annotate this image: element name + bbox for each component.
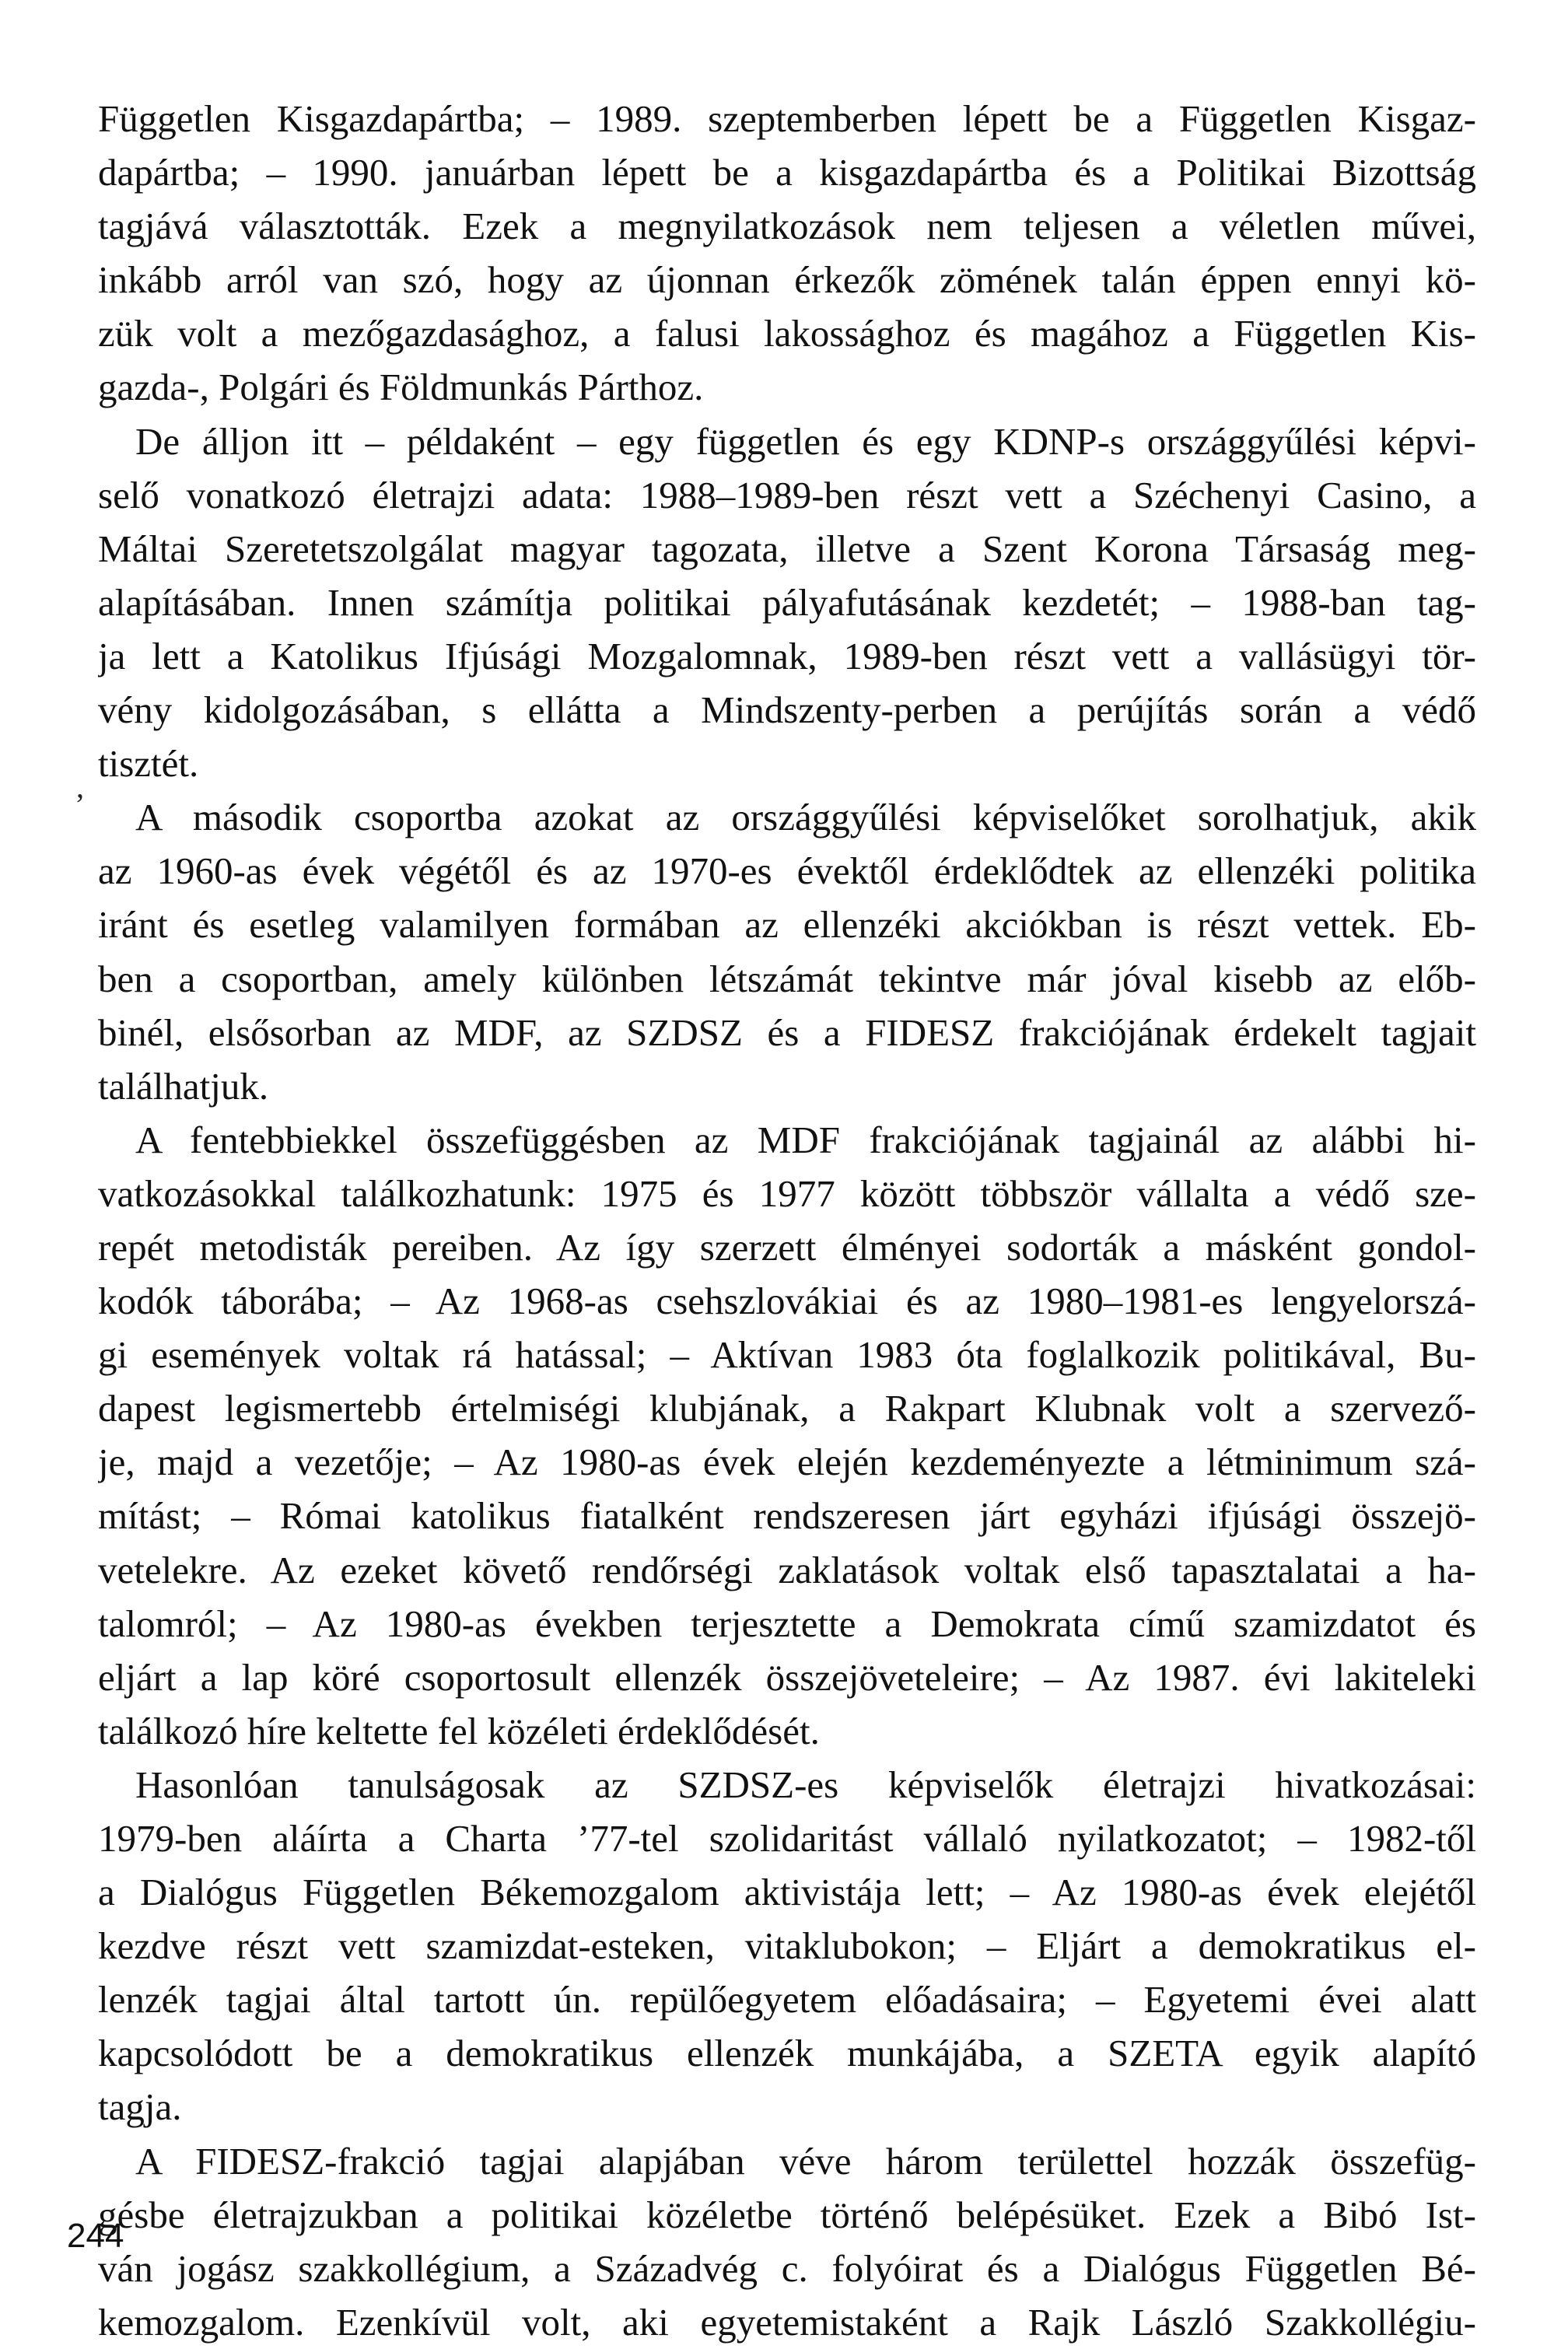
- text-line: Máltai Szeretetszolgálat magyar tagozata, illetve a Szent Korona Társaság meg-: [98, 527, 1476, 570]
- paragraph-start-line: A fentebbiekkel összefüggésben az MDF frakciójának tagjainál az alábbi hi-: [135, 1118, 1476, 1161]
- text-line: találkozó híre keltette fel közéleti érdeklődését.: [98, 1709, 820, 1752]
- text-line: mítást; – Római katolikus fiatalként rendszeresen járt egyházi ifjúsági összejö-: [98, 1494, 1476, 1538]
- paragraph-start-line: A második csoportba azokat az országgyűlési képviselőket sorolhatjuk, akik: [135, 796, 1476, 839]
- text-line: repét metodisták pereiben. Az így szerzett élményei sodorták a másként gondol-: [98, 1225, 1476, 1269]
- text-line: Független Kisgazdapártba; – 1989. szeptemberben lépett be a Független Kisgaz-: [98, 97, 1476, 140]
- page-number: 244: [67, 2217, 124, 2255]
- paragraph-start-line: De álljon itt – példaként – egy független és egy KDNP-s országgyűlési képvi-: [135, 419, 1476, 463]
- text-line: eljárt a lap köré csoportosult ellenzék összejöveteleire; – Az 1987. évi lakiteleki: [98, 1655, 1476, 1699]
- text-line: tisztét.: [98, 742, 199, 786]
- text-line: 1979-ben aláírta a Charta ’77-tel szolidaritást vállaló nyilatkozatot; – 1982-től: [98, 1817, 1476, 1860]
- text-line: a Dialógus Független Békemozgalom aktivistája lett; – Az 1980-as évek elejétől: [98, 1871, 1476, 1914]
- text-line: iránt és esetleg valamilyen formában az ellenzéki akciókban is részt vettek. Eb-: [98, 903, 1476, 947]
- text-line: találhatjuk.: [98, 1064, 269, 1108]
- text-line: gi események voltak rá hatással; – Aktívan 1983 óta foglalkozik politikával, Bu-: [98, 1333, 1476, 1377]
- text-line: ben a csoportban, amely különben létszámát tekintve már jóval kisebb az előb-: [98, 957, 1476, 1000]
- text-line: kapcsolódott be a demokratikus ellenzék munkájába, a SZETA egyik alapító: [98, 2032, 1476, 2075]
- text-line: vetelekre. Az ezeket követő rendőrségi zaklatások voltak első tapasztalatai a ha-: [98, 1548, 1476, 1591]
- text-line: binél, elsősorban az MDF, az SZDSZ és a FIDESZ frakciójának érdekelt tagjait: [98, 1010, 1476, 1054]
- text-line: kemozgalom. Ezenkívül volt, aki egyetemistaként a Rajk László Szakkollégiu-: [98, 2300, 1476, 2344]
- text-line: dapártba; – 1990. januárban lépett be a kisgazdapártba és a Politikai Bizottság: [98, 151, 1476, 194]
- text-line: selő vonatkozó életrajzi adata: 1988–1989-ben részt vett a Széchenyi Casino, a: [98, 473, 1476, 516]
- text-line: kodók táborába; – Az 1968-as csehszlovákiai és az 1980–1981-es lengyelorszá-: [98, 1280, 1476, 1323]
- text-line: lenzék tagjai által tartott ún. repülőegyetem előadásaira; – Egyetemi évei alatt: [98, 1978, 1476, 2022]
- body-text: [98, 92, 1476, 2349]
- text-line: kezdve részt vett szamizdat-esteken, vitaklubokon; – Eljárt a demokratikus el-: [98, 1924, 1476, 1968]
- text-line: ja lett a Katolikus Ifjúsági Mozgalomnak, 1989-ben részt vett a vallásügyi tör-: [98, 634, 1476, 677]
- text-line: vény kidolgozásában, s ellátta a Mindszenty-perben a perújítás során a védő: [98, 688, 1476, 732]
- paragraph-start-line: A FIDESZ-frakció tagjai alapjában véve három területtel hozzák összefüg-: [135, 2139, 1476, 2183]
- paragraph-start-line: Hasonlóan tanulságosak az SZDSZ-es képviselők életrajzi hivatkozásai:: [135, 1763, 1476, 1806]
- text-line: tagja.: [98, 2085, 182, 2129]
- text-line: inkább arról van szó, hogy az újonnan érkezők zömének talán éppen ennyi kö-: [98, 258, 1476, 302]
- text-line: ván jogász szakkollégium, a Századvég c. folyóirat és a Dialógus Független Bé-: [98, 2246, 1476, 2290]
- text-line: alapításában. Innen számítja politikai pályafutásának kezdetét; – 1988-ban tag-: [98, 580, 1476, 624]
- text-line: talomról; – Az 1980-as években terjesztette a Demokrata című szamizdatot és: [98, 1602, 1476, 1645]
- text-line: zük volt a mezőgazdasághoz, a falusi lakossághoz és magához a Független Kis-: [98, 312, 1476, 355]
- text-line: az 1960-as évek végétől és az 1970-es évektől érdeklődtek az ellenzéki politika: [98, 849, 1476, 893]
- text-line: vatkozásokkal találkozhatunk: 1975 és 1977 között többször vállalta a védő sze-: [98, 1171, 1476, 1215]
- text-line: tagjává választották. Ezek a megnyilatkozások nem teljesen a véletlen művei,: [98, 205, 1476, 248]
- text-line: gazda-, Polgári és Földmunkás Párthoz.: [98, 366, 704, 409]
- stray-print-mark: ,: [76, 769, 84, 804]
- text-line: gésbe életrajzukban a politikai közéletbe történő belépésüket. Ezek a Bibó Ist-: [98, 2193, 1476, 2236]
- text-line: dapest legismertebb értelmiségi klubjának, a Rakpart Klubnak volt a szervező-: [98, 1387, 1476, 1430]
- text-line: je, majd a vezetője; – Az 1980-as évek elején kezdeményezte a létminimum szá-: [98, 1441, 1476, 1484]
